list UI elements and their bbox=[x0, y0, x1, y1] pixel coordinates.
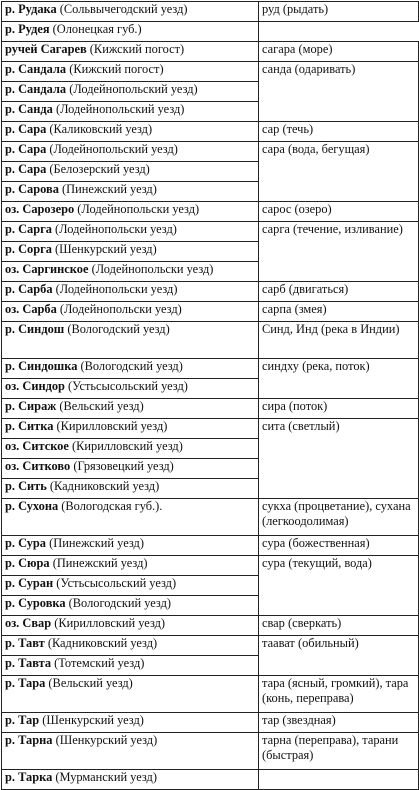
toponym-location: (Вельский уезд) bbox=[45, 676, 133, 690]
toponym-location: (Пинежский уезд) bbox=[46, 536, 144, 550]
etymology-cell: сура (текущий, вода) bbox=[259, 556, 419, 616]
toponym-location: (Лодейнопольский уезд) bbox=[46, 142, 178, 156]
toponym-cell bbox=[2, 596, 259, 616]
etymology-cell: сита (светлый) bbox=[259, 419, 419, 499]
toponym-name: р. Сура bbox=[5, 536, 47, 550]
toponym-name: р. Тарка bbox=[5, 770, 53, 784]
toponym-name: р. Тар bbox=[5, 713, 40, 727]
toponym-cell bbox=[2, 379, 259, 399]
toponym-location: (Грязовецкий уезд) bbox=[70, 459, 174, 473]
etymology-cell: таават (обильный) bbox=[259, 636, 419, 676]
toponym-cell bbox=[2, 222, 259, 242]
toponym-location: (Лодейнопольский уезд) bbox=[52, 102, 185, 116]
table-row bbox=[2, 62, 419, 82]
toponym-cell bbox=[2, 499, 259, 536]
toponym-cell bbox=[2, 656, 259, 676]
etymology-cell: Синд, Инд (река в Индии) bbox=[259, 322, 419, 359]
toponym-location: (Вологодский уезд) bbox=[65, 596, 172, 610]
table-row bbox=[2, 302, 419, 322]
toponym-name: оз. Ситское bbox=[5, 439, 69, 453]
toponym-cell bbox=[2, 142, 259, 162]
toponym-location: (Шенкурский уезд) bbox=[51, 242, 157, 256]
toponym-cell bbox=[2, 676, 259, 713]
table-row bbox=[2, 616, 419, 636]
table-row bbox=[2, 419, 419, 439]
etymology-cell: сагара (море) bbox=[259, 42, 419, 62]
toponym-name: р. Тарна bbox=[5, 733, 53, 747]
toponym-cell bbox=[2, 770, 259, 790]
toponym-cell bbox=[2, 733, 259, 770]
etymology-cell: сарб (двигаться) bbox=[259, 282, 419, 302]
toponym-cell bbox=[2, 556, 259, 576]
etymology-cell: сарос (озеро) bbox=[259, 202, 419, 222]
toponym-cell bbox=[2, 616, 259, 636]
toponym-cell bbox=[2, 459, 259, 479]
etymology-cell: санда (одаривать) bbox=[259, 62, 419, 122]
table-row bbox=[2, 282, 419, 302]
toponym-cell bbox=[2, 439, 259, 459]
toponym-name: р. Сара bbox=[5, 142, 47, 156]
toponym-location: (Вологодская губ.). bbox=[58, 499, 163, 513]
toponym-cell bbox=[2, 399, 259, 419]
toponym-location: (Кирилловский уезд) bbox=[68, 439, 183, 453]
toponym-name: р. Тара bbox=[5, 676, 46, 690]
toponym-name: р. Сара bbox=[5, 162, 47, 176]
toponym-cell bbox=[2, 62, 259, 82]
table-row bbox=[2, 399, 419, 419]
toponym-location: (Тотемский уезд) bbox=[51, 656, 145, 670]
toponym-name: р. Сюра bbox=[5, 556, 50, 570]
etymology-cell: тар (звездная) bbox=[259, 713, 419, 733]
toponym-location: (Кирилловский уезд) bbox=[53, 419, 168, 433]
toponym-cell bbox=[2, 282, 259, 302]
toponym-cell bbox=[2, 182, 259, 202]
etymology-cell bbox=[259, 770, 419, 790]
toponym-location: (Кадниковский уезд) bbox=[46, 479, 160, 493]
toponym-location: (Кирилловский уезд) bbox=[51, 616, 166, 630]
toponym-name: р. Сарова bbox=[5, 182, 59, 196]
toponym-name: оз. Сарба bbox=[5, 302, 57, 316]
toponym-name: р. Сандала bbox=[5, 62, 67, 76]
toponym-cell bbox=[2, 22, 259, 42]
toponym-location: (Пинежский уезд) bbox=[49, 556, 148, 570]
toponym-cell bbox=[2, 419, 259, 439]
toponym-location: (Лодейнопольски уезд) bbox=[74, 202, 200, 216]
toponym-location: (Каликовский уезд) bbox=[46, 122, 153, 136]
etymology-cell: сура (божественная) bbox=[259, 536, 419, 556]
toponym-name: оз. Сарозеро bbox=[5, 202, 75, 216]
toponym-cell bbox=[2, 322, 259, 359]
toponym-table bbox=[1, 1, 419, 790]
toponym-location: (Олонецкая губ.) bbox=[49, 22, 142, 36]
toponym-name: р. Сандала bbox=[5, 82, 67, 96]
toponym-location: (Вологодский уезд) bbox=[64, 322, 170, 336]
table-row bbox=[2, 770, 419, 790]
toponym-cell bbox=[2, 122, 259, 142]
toponym-cell bbox=[2, 42, 259, 62]
toponym-location: (Устьсысольский уезд) bbox=[64, 379, 188, 393]
toponym-name: р. Сарга bbox=[5, 222, 52, 236]
toponym-location: (Вельский уезд) bbox=[56, 399, 144, 413]
etymology-cell: сарпа (змея) bbox=[259, 302, 419, 322]
toponym-name: р. Сухона bbox=[5, 499, 59, 513]
etymology-cell: тарна (переправа), тарани (быстрая) bbox=[259, 733, 419, 770]
table-row bbox=[2, 556, 419, 576]
table-row bbox=[2, 222, 419, 242]
toponym-cell bbox=[2, 202, 259, 222]
table-row bbox=[2, 536, 419, 556]
toponym-name: р. Сить bbox=[5, 479, 47, 493]
toponym-name: р. Сираж bbox=[5, 399, 57, 413]
toponym-name: р. Синдошка bbox=[5, 359, 78, 373]
table-row bbox=[2, 733, 419, 770]
toponym-cell bbox=[2, 302, 259, 322]
etymology-cell: сира (поток) bbox=[259, 399, 419, 419]
toponym-name: оз. Ситково bbox=[5, 459, 71, 473]
toponym-name: р. Рудея bbox=[5, 22, 50, 36]
toponym-cell bbox=[2, 636, 259, 656]
table-row bbox=[2, 636, 419, 656]
toponym-location: (Вологодский уезд) bbox=[77, 359, 183, 373]
table-row bbox=[2, 676, 419, 713]
toponym-location: (Устьсысольский уезд) bbox=[53, 576, 177, 590]
toponym-name: р. Санда bbox=[5, 102, 53, 116]
etymology-cell: сукха (процветание), сухана (легкоодолимая) bbox=[259, 499, 419, 536]
toponym-cell bbox=[2, 713, 259, 733]
table-row bbox=[2, 2, 419, 22]
toponym-name: р. Ситка bbox=[5, 419, 54, 433]
table-row bbox=[2, 142, 419, 162]
toponym-location: (Лодейнопольски уезд) bbox=[51, 222, 177, 236]
toponym-name: р. Сорга bbox=[5, 242, 52, 256]
toponym-name: р. Сарба bbox=[5, 282, 53, 296]
toponym-name: р. Суран bbox=[5, 576, 54, 590]
table-row bbox=[2, 42, 419, 62]
toponym-location: (Лодейнопольский уезд) bbox=[66, 82, 198, 96]
toponym-location: (Кадниковский уезд) bbox=[44, 636, 158, 650]
toponym-name: р. Рудака bbox=[5, 2, 57, 16]
toponym-location: (Мурманский уезд) bbox=[52, 770, 157, 784]
toponym-name: р. Суровка bbox=[5, 596, 66, 610]
etymology-cell: руд (рыдать) bbox=[259, 2, 419, 22]
toponym-name: р. Сара bbox=[5, 122, 47, 136]
toponym-cell bbox=[2, 82, 259, 102]
toponym-location: (Шенкурский уезд) bbox=[52, 733, 158, 747]
toponym-cell bbox=[2, 359, 259, 379]
etymology-cell: сарга (течение, изливание) bbox=[259, 222, 419, 282]
toponym-cell bbox=[2, 162, 259, 182]
toponym-location: (Кижский погост) bbox=[86, 42, 185, 56]
toponym-location: (Лодейнопольски уезд) bbox=[56, 302, 182, 316]
table-row bbox=[2, 122, 419, 142]
toponym-location: (Пинежский уезд) bbox=[58, 182, 157, 196]
etymology-cell: сара (вода, бегущая) bbox=[259, 142, 419, 202]
toponym-location: (Белозерский уезд) bbox=[46, 162, 150, 176]
toponym-cell bbox=[2, 576, 259, 596]
toponym-cell bbox=[2, 262, 259, 282]
table-row bbox=[2, 322, 419, 359]
toponym-name: р. Синдош bbox=[5, 322, 65, 336]
toponym-name: р. Тавт bbox=[5, 636, 45, 650]
toponym-location: (Сольвычегодский уезд) bbox=[56, 2, 188, 16]
toponym-name: оз. Синдор bbox=[5, 379, 65, 393]
table-row bbox=[2, 359, 419, 379]
toponym-cell bbox=[2, 536, 259, 556]
toponym-name: р. Тавта bbox=[5, 656, 52, 670]
toponym-location: (Лодейнопольски уезд) bbox=[88, 262, 214, 276]
toponym-cell bbox=[2, 2, 259, 22]
etymology-cell: синдху (река, поток) bbox=[259, 359, 419, 399]
table-row bbox=[2, 202, 419, 222]
table-row bbox=[2, 713, 419, 733]
toponym-location: (Лодейнопольски уезд) bbox=[52, 282, 178, 296]
toponym-name: оз. Свар bbox=[5, 616, 52, 630]
toponym-name: ручей Сагарев bbox=[5, 42, 87, 56]
table-row bbox=[2, 499, 419, 536]
etymology-cell: свар (сверкать) bbox=[259, 616, 419, 636]
toponym-name: оз. Саргинское bbox=[5, 262, 89, 276]
toponym-cell bbox=[2, 102, 259, 122]
toponym-location: (Шенкурский уезд) bbox=[39, 713, 144, 727]
etymology-cell: тара (ясный, громкий), тара (конь, переправа) bbox=[259, 676, 419, 713]
toponym-cell bbox=[2, 242, 259, 262]
toponym-location: (Кижский погост) bbox=[66, 62, 164, 76]
table-row bbox=[2, 22, 419, 42]
toponym-cell bbox=[2, 479, 259, 499]
etymology-cell: сар (течь) bbox=[259, 122, 419, 142]
toponym-table-body bbox=[2, 2, 419, 790]
